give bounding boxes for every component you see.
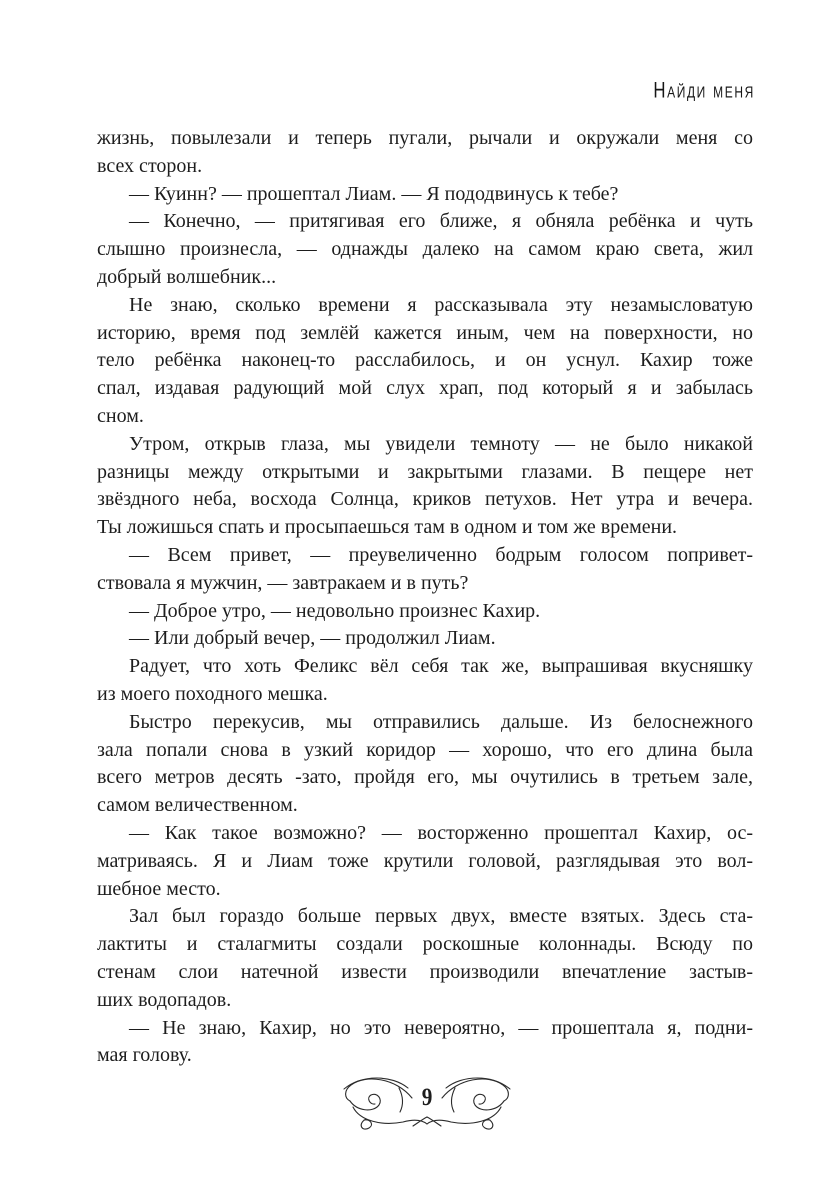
text-line: — Конечно, — притягивая его ближе, я обняла ребёнка и чуть — [129, 210, 753, 233]
text-block — [97, 125, 753, 1070]
text-line: — Куинн? — прошептал Лиам. — Я пододвинусь к тебе? — [129, 182, 619, 205]
page-number: 9 — [421, 1084, 433, 1111]
text-line: сном. — [97, 404, 144, 427]
text-line: — Доброе утро, — недовольно произнес Кахир. — [129, 599, 541, 622]
text-line: лактиты и сталагмиты создали роскошные колоннады. Всюду по — [97, 933, 753, 956]
text-line: — Или добрый вечер, — продолжил Лиам. — [129, 627, 496, 650]
paragraph — [97, 431, 753, 542]
text-line: Утром, открыв глаза, мы увидели темноту — не было никакой — [129, 432, 753, 455]
paragraph — [97, 625, 753, 653]
paragraph — [97, 292, 753, 431]
paragraph — [97, 598, 753, 626]
text-line: мая голову. — [97, 1044, 192, 1067]
text-line: — Как такое возможно? — восторженно прошептал Кахир, ос- — [129, 821, 753, 844]
paragraph — [97, 542, 753, 598]
running-header: Найди меня — [653, 78, 755, 103]
paragraph — [97, 125, 753, 181]
text-line: стенам слои натечной извести производили впечатление застыв- — [97, 960, 753, 983]
text-line: всех сторон. — [97, 154, 203, 177]
paragraph — [97, 208, 753, 291]
paragraph — [97, 709, 753, 820]
text-line: — Всем привет, — преувеличенно бодрым голосом попривет- — [129, 543, 753, 566]
text-line: жизнь, повылезали и теперь пугали, рычали и окружали меня со — [97, 127, 753, 149]
text-line: спал, издавая радующий мой слух храп, под который я и забылась — [97, 377, 753, 400]
paragraph — [97, 653, 753, 709]
text-line: матриваясь. Я и Лиам тоже крутили головой, разглядывая это вол- — [97, 849, 753, 872]
paragraph — [97, 820, 753, 903]
text-line: Не знаю, сколько времени я рассказывала эту незамысловатую — [129, 293, 753, 316]
text-line: слышно произнесла, — однажды далеко на самом краю света, жил — [97, 238, 753, 261]
text-line: звёздного неба, восхода Солнца, криков петухов. Нет утра и вечера. — [97, 488, 753, 511]
text-line: всего метров десять -зато, пройдя его, мы очутились в третьем зале, — [97, 766, 753, 789]
text-line: — Не знаю, Кахир, но это невероятно, — прошептала я, подни- — [129, 1016, 753, 1039]
text-line: тело ребёнка наконец-то расслабилось, и он уснул. Кахир тоже — [97, 349, 753, 372]
text-line: Быстро перекусив, мы отправились дальше. Из белоснежного — [129, 710, 753, 733]
paragraph — [97, 1015, 753, 1071]
text-line: ствовала я мужчин, — завтракаем и в путь? — [97, 571, 469, 594]
paragraph — [97, 903, 753, 1014]
text-line: Ты ложишься спать и просыпаешься там в одном и том же времени. — [97, 516, 678, 539]
text-line: зала попали снова в узкий коридор — хорошо, что его длина была — [97, 738, 753, 761]
text-line: Зал был гораздо больше первых двух, вместе взятых. Здесь ста- — [129, 905, 753, 928]
text-line: разницы между открытыми и закрытыми глазами. В пещере нет — [97, 460, 753, 483]
text-line: из моего походного мешка. — [97, 682, 328, 705]
text-line: ших водопадов. — [97, 988, 232, 1011]
text-line: историю, время под землёй кажется иным, чем на поверхности, но — [97, 321, 753, 344]
text-line: добрый волшебник... — [97, 265, 277, 288]
paragraph — [97, 181, 753, 209]
text-line: самом величественном. — [97, 794, 298, 817]
text-line: Радует, что хоть Феликс вёл себя так же, выпрашивая вкусняшку — [129, 655, 753, 678]
text-line: шебное место. — [97, 877, 221, 900]
